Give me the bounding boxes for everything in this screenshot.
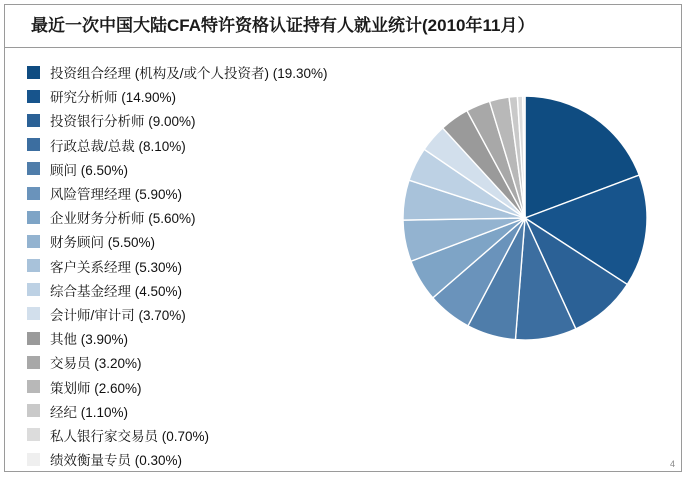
title-divider — [5, 47, 681, 48]
legend-label: 交易员 (3.20%) — [50, 356, 142, 372]
legend-swatch — [27, 332, 40, 345]
legend-item — [27, 205, 407, 229]
legend-item — [27, 350, 407, 374]
legend-item — [27, 133, 407, 157]
legend-item — [27, 157, 407, 181]
legend-item — [27, 399, 407, 423]
legend-item — [27, 302, 407, 326]
legend-item — [27, 447, 407, 471]
legend-swatch — [27, 307, 40, 320]
legend-item — [27, 326, 407, 350]
pie-chart — [400, 93, 650, 343]
legend-swatch — [27, 404, 40, 417]
legend-label: 私人银行家交易员 (0.70%) — [50, 428, 210, 444]
page-title: 最近一次中国大陆CFA特许资格认证持有人就业统计(2010年11月） — [31, 16, 535, 35]
legend-label: 绩效衡量专员 (0.30%) — [50, 453, 183, 469]
legend-swatch — [27, 138, 40, 151]
legend-label: 综合基金经理 (4.50%) — [50, 283, 183, 299]
legend-item — [27, 278, 407, 302]
legend-label: 其他 (3.90%) — [50, 332, 129, 348]
legend-item — [27, 181, 407, 205]
legend-swatch — [27, 187, 40, 200]
legend-swatch — [27, 453, 40, 466]
legend-label: 研究分析师 (14.90%) — [50, 90, 177, 106]
legend-item — [27, 423, 407, 447]
legend-swatch — [27, 380, 40, 393]
legend-label: 行政总裁/总裁 (8.10%) — [50, 138, 186, 154]
legend-swatch — [27, 162, 40, 175]
legend-item — [27, 254, 407, 278]
legend-label: 企业财务分析师 (5.60%) — [50, 211, 196, 227]
legend-item — [27, 108, 407, 132]
legend-swatch — [27, 428, 40, 441]
chart-frame — [4, 4, 682, 472]
legend-item — [27, 374, 407, 398]
legend-label: 投资银行分析师 (9.00%) — [50, 114, 196, 130]
legend-swatch — [27, 283, 40, 296]
legend-label: 策划师 (2.60%) — [50, 380, 142, 396]
legend-label: 经纪 (1.10%) — [50, 404, 129, 420]
chart-legend — [27, 60, 407, 471]
legend-label: 客户关系经理 (5.30%) — [50, 259, 183, 275]
legend-swatch — [27, 259, 40, 272]
legend-item — [27, 229, 407, 253]
pie-svg — [400, 93, 650, 343]
corner-mark: 4 — [669, 459, 675, 469]
legend-swatch — [27, 211, 40, 224]
legend-label: 投资组合经理 (机构及/或个人投资者) (19.30%) — [50, 66, 328, 82]
legend-swatch — [27, 114, 40, 127]
legend-swatch — [27, 356, 40, 369]
legend-label: 财务顾问 (5.50%) — [50, 235, 156, 251]
legend-swatch — [27, 235, 40, 248]
legend-label: 顾问 (6.50%) — [50, 162, 129, 178]
legend-label: 会计师/审计司 (3.70%) — [50, 307, 186, 323]
legend-swatch — [27, 66, 40, 79]
legend-label: 风险管理经理 (5.90%) — [50, 187, 183, 203]
legend-item — [27, 60, 407, 84]
legend-item — [27, 84, 407, 108]
legend-swatch — [27, 90, 40, 103]
